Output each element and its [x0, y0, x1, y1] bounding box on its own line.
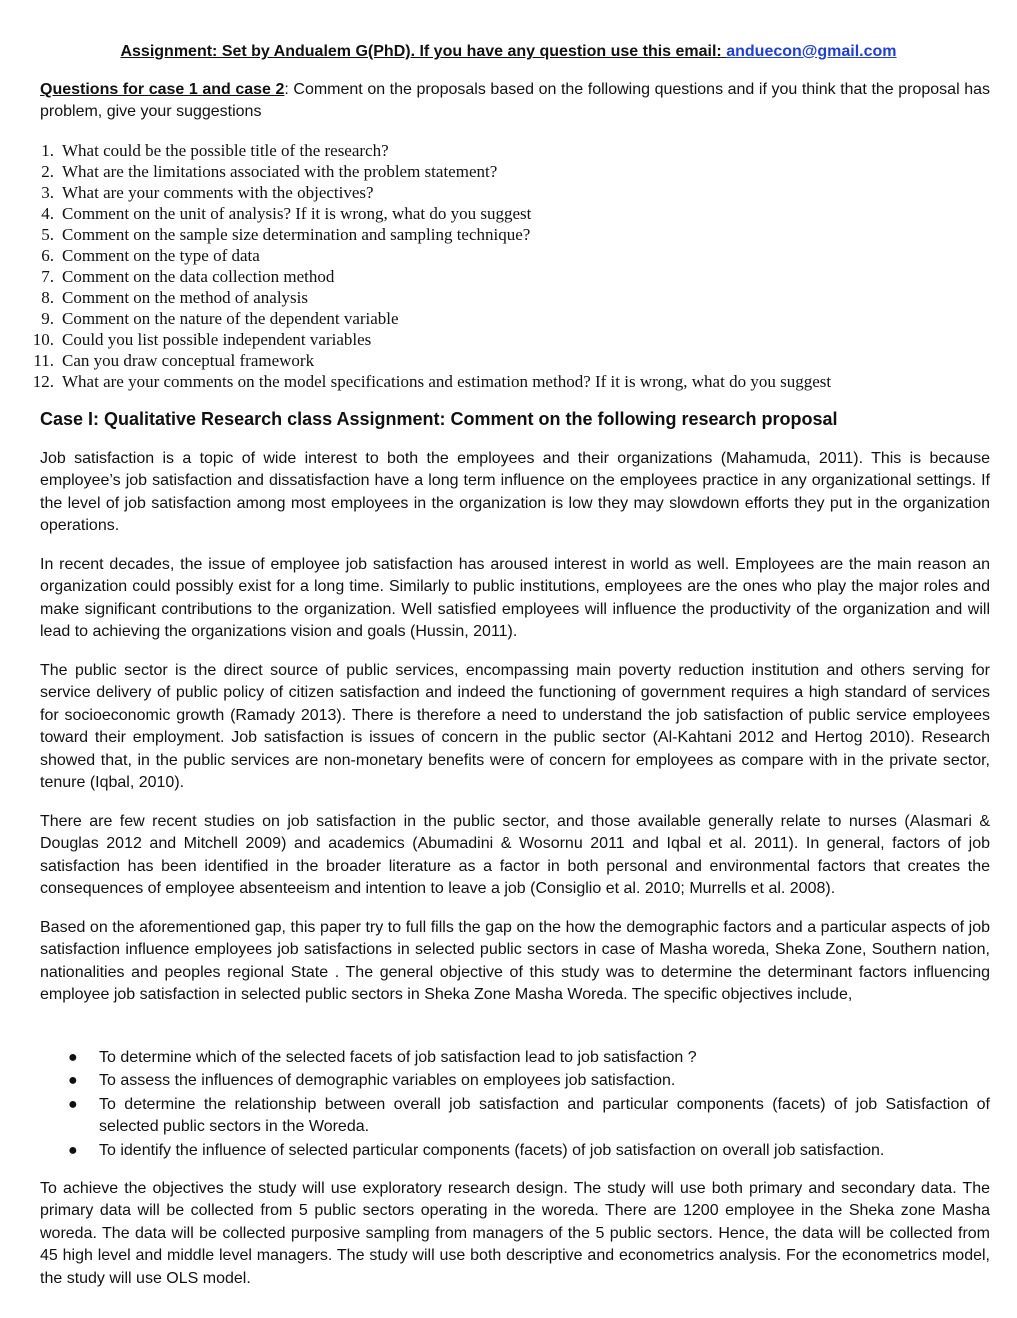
list-item: [28, 371, 928, 392]
question-number: 8.: [41, 288, 54, 307]
objective-text: To assess the influences of demographic variables on employees job satisfaction.: [99, 1072, 676, 1090]
question-number: 7.: [41, 267, 54, 286]
list-item: [28, 140, 928, 161]
question-text: Comment on the type of data: [62, 246, 260, 265]
question-text: Could you list possible independent variables: [62, 330, 372, 349]
question-number: 9.: [41, 309, 54, 328]
paragraph-recent-studies: There are few recent studies on job satisfaction in the public sector, and those available generally relate to nurses (Alasmari & Douglas 2012 and Mitchell 2009) and academics (Abumadini & Wosornu 2011 and Iqbal et al. 2011). In general, factors of job satisfaction has been identified in the broader literature as a factor in both personal and environmental factors that creates the consequences of employee absenteeism and intention to leave a job (Consiglio et al. 2010; Murrells et al. 2008).: [40, 813, 990, 898]
list-item: [68, 1070, 990, 1092]
question-number: 3.: [41, 183, 54, 202]
objective-text: To determine which of the selected facets of job satisfaction lead to job satisfaction ?: [99, 1049, 697, 1066]
question-text: Comment on the sample size determination and sampling technique?: [62, 225, 531, 244]
list-item: [28, 329, 928, 350]
assignment-header: [0, 41, 1017, 63]
list-item: [28, 182, 928, 203]
question-text: Comment on the data collection method: [62, 267, 335, 286]
bullet-icon: ●: [68, 1095, 78, 1113]
list-item: [28, 308, 928, 329]
question-text: What could be the possible title of the research?: [62, 141, 389, 160]
question-number: 4.: [41, 204, 54, 223]
objective-text: To determine the relationship between overall job satisfaction and particular components (facets) of job Satisfaction of selected public sectors in the Woreda.: [99, 1095, 990, 1136]
list-item: [28, 266, 928, 287]
header-title: Assignment: Set by Andualem G(PhD). If you have any question use this email:: [120, 43, 722, 60]
list-item: [68, 1140, 990, 1162]
list-item: [28, 161, 928, 182]
questions-lead: Questions for case 1 and case 2: [40, 81, 285, 98]
objectives-list: [68, 1047, 990, 1163]
question-number: 5.: [41, 225, 54, 244]
paragraph-gap: Based on the aforementioned gap, this paper try to full fills the gap on the how the demographic factors and a particular aspects of job satisfaction influence employees job satisfactions in selected public sectors in case of Masha woreda, Sheka Zone, Southern nation, nationalities and peoples regional State . The general objective of this study was to determine the determinant factors influencing employee job satisfaction in selected public sectors in Sheka Zone Masha Woreda. The specific objectives include,: [40, 919, 990, 1004]
questions-instruction: : Comment on the proposals based on the following questions and if you think that the proposal has problem, give your suggestions: [40, 81, 990, 120]
question-text: Comment on the unit of analysis? If it is wrong, what do you suggest: [62, 204, 532, 223]
question-list: [28, 140, 928, 392]
list-item: [28, 203, 928, 224]
paragraph-recent-decades: In recent decades, the issue of employee job satisfaction has aroused interest in world as well. Employees are the main reason an organization could possibly exist for a long time. Similarly to public institutions, employees are the ones who play the major roles and make significant contributions to the organization. Well satisfied employees will influence the productivity of the organization and will lead to achieving the organizations vision and goals (Hussin, 2011).: [40, 556, 990, 641]
question-text: Comment on the method of analysis: [62, 288, 308, 307]
question-text: What are your comments with the objectives?: [62, 183, 374, 202]
list-item: [28, 224, 928, 245]
objective-text: To identify the influence of selected particular components (facets) of job satisfaction on overall job satisfaction.: [99, 1141, 885, 1159]
question-number: 10.: [32, 330, 54, 349]
question-number: 6.: [41, 246, 54, 265]
question-text: Can you draw conceptual framework: [62, 351, 315, 370]
list-item: [28, 287, 928, 308]
list-item: [28, 350, 928, 371]
list-item: [28, 245, 928, 266]
bullet-icon: ●: [68, 1072, 78, 1090]
list-item: [68, 1094, 990, 1139]
question-number: 1.: [41, 141, 54, 160]
question-text: Comment on the nature of the dependent variable: [62, 309, 399, 328]
paragraph-methodology: To achieve the objectives the study will use exploratory research design. The study will use both primary and secondary data. The primary data will be collected from 5 public sectors operating in the woreda. There are 1200 employee in the Sheka zone Masha woreda. The data will be collected purposive sampling from managers of the 5 public sectors. Hence, the data will be collected from 45 high level and middle level managers. The study will use both descriptive and econometrics analysis. For the econometrics model, the study will use OLS model.: [40, 1180, 990, 1287]
email-link[interactable]: anduecon@gmail.com: [726, 43, 897, 60]
question-text: What are the limitations associated with the problem statement?: [62, 162, 498, 181]
question-number: 12.: [32, 372, 54, 391]
case-title: Case I: Qualitative Research class Assignment: Comment on the following research proposal: [40, 409, 838, 429]
paragraph-job-satisfaction: Job satisfaction is a topic of wide interest to both the employees and their organizations (Mahamuda, 2011). This is because employee’s job satisfaction and dissatisfaction have a long term influence on the employees practice in any organizational settings. If the level of job satisfaction among most employees in the organization is low they may slowdown efforts they put in the organization operations.: [40, 450, 990, 535]
question-number: 2.: [41, 162, 54, 181]
bullet-icon: ●: [68, 1141, 78, 1159]
question-text: What are your comments on the model specifications and estimation method? If it is wrong, what do you suggest: [62, 372, 832, 391]
paragraph-public-sector: The public sector is the direct source of public services, encompassing main poverty reduction institution and others serving for service delivery of public policy of citizen satisfaction and indeed the functioning of government requires a high standard of services for socioeconomic growth (Ramady 2013). There is therefore a need to understand the job satisfaction of public service employees toward their employment. Job satisfaction is issues of concern in the public sector (Al-Kahtani 2012 and Hertog 2010). Research showed that, in the public services are non-monetary benefits were of concern for employees as compare with in the private sector, tenure (Iqbal, 2010).: [40, 662, 990, 792]
bullet-icon: ●: [68, 1049, 78, 1066]
question-number: 11.: [33, 351, 54, 370]
list-item: [68, 1047, 990, 1069]
questions-intro: [40, 79, 990, 123]
